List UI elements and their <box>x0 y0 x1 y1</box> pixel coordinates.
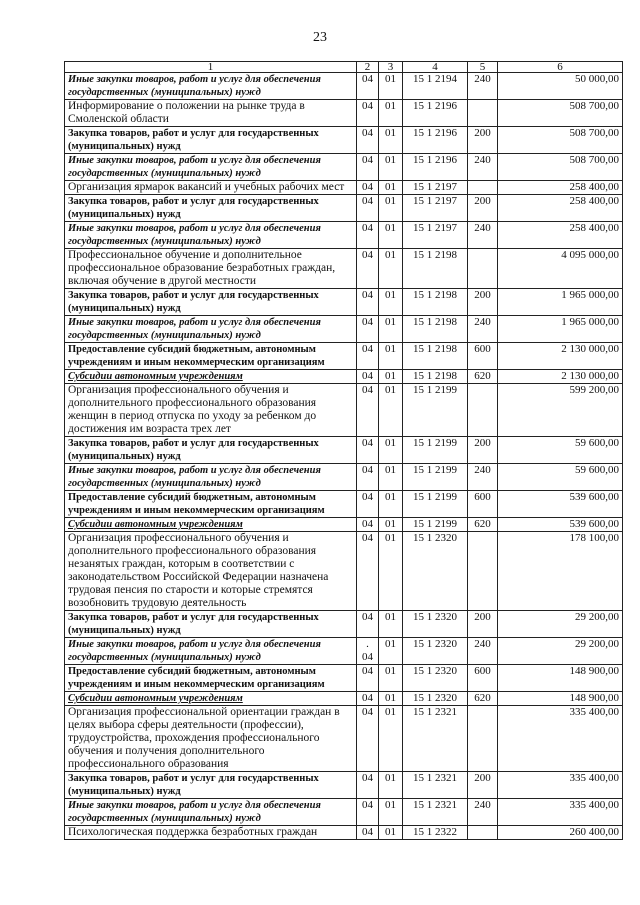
target-article-cell: 15 1 2199 <box>403 384 468 437</box>
subsection-code-cell: 01 <box>379 343 403 370</box>
row-name-cell: Иные закупки товаров, работ и услуг для обеспечения государственных (муниципальных) нужд <box>65 316 357 343</box>
expense-type-cell: 600 <box>468 343 498 370</box>
expense-type-cell: 620 <box>468 370 498 384</box>
expense-type-cell: 600 <box>468 491 498 518</box>
row-name-cell: Иные закупки товаров, работ и услуг для обеспечения государственных (муниципальных) нужд <box>65 464 357 491</box>
subsection-code-cell: 01 <box>379 249 403 289</box>
budget-table <box>64 61 623 840</box>
amount-cell: 258 400,00 <box>498 222 623 249</box>
amount-cell: 508 700,00 <box>498 100 623 127</box>
expense-type-cell: 240 <box>468 638 498 665</box>
table-row <box>65 611 623 638</box>
row-name-cell: Иные закупки товаров, работ и услуг для обеспечения государственных (муниципальных) нужд <box>65 799 357 826</box>
target-article-cell: 15 1 2199 <box>403 518 468 532</box>
row-name-cell: Предоставление субсидий бюджетным, автономным учреждениям и иным некоммерческим организациям <box>65 665 357 692</box>
section-code-cell: 04 <box>357 154 379 181</box>
row-name-cell: Психологическая поддержка безработных граждан <box>65 826 357 840</box>
subsection-code-cell: 01 <box>379 532 403 611</box>
row-name-cell: Закупка товаров, работ и услуг для государственных (муниципальных) нужд <box>65 127 357 154</box>
amount-cell: 4 095 000,00 <box>498 249 623 289</box>
amount-cell: 335 400,00 <box>498 706 623 772</box>
expense-type-cell <box>468 181 498 195</box>
amount-cell: 258 400,00 <box>498 181 623 195</box>
table-row <box>65 127 623 154</box>
amount-cell: 29 200,00 <box>498 611 623 638</box>
amount-cell: 2 130 000,00 <box>498 370 623 384</box>
table-row <box>65 222 623 249</box>
subsection-code-cell: 01 <box>379 154 403 181</box>
row-name-cell: Профессиональное обучение и дополнительное профессиональное образование безработных граждан, включая обучение в другой местности <box>65 249 357 289</box>
subsection-code-cell: 01 <box>379 799 403 826</box>
column-number-row <box>65 62 623 73</box>
row-name-cell: Субсидии автономным учреждениям <box>65 692 357 706</box>
target-article-cell: 15 1 2321 <box>403 799 468 826</box>
section-code-cell: 04 <box>357 222 379 249</box>
section-code-cell: 04 <box>357 100 379 127</box>
section-code-cell: 04 <box>357 127 379 154</box>
target-article-cell: 15 1 2198 <box>403 249 468 289</box>
section-code-cell: 04 <box>357 73 379 100</box>
table-row <box>65 437 623 464</box>
target-article-cell: 15 1 2199 <box>403 491 468 518</box>
row-name-cell: Закупка товаров, работ и услуг для государственных (муниципальных) нужд <box>65 772 357 799</box>
table-row <box>65 343 623 370</box>
section-code-cell: . 04 <box>357 638 379 665</box>
target-article-cell: 15 1 2321 <box>403 706 468 772</box>
amount-cell: 59 600,00 <box>498 437 623 464</box>
expense-type-cell: 620 <box>468 518 498 532</box>
target-article-cell: 15 1 2196 <box>403 127 468 154</box>
amount-cell: 539 600,00 <box>498 518 623 532</box>
table-row <box>65 195 623 222</box>
section-code-cell: 04 <box>357 491 379 518</box>
subsection-code-cell: 01 <box>379 384 403 437</box>
section-code-cell: 04 <box>357 799 379 826</box>
table-row <box>65 370 623 384</box>
section-code-cell: 04 <box>357 611 379 638</box>
subsection-code-cell: 01 <box>379 692 403 706</box>
amount-cell: 539 600,00 <box>498 491 623 518</box>
section-code-cell: 04 <box>357 384 379 437</box>
subsection-code-cell: 01 <box>379 127 403 154</box>
target-article-cell: 15 1 2198 <box>403 343 468 370</box>
expense-type-cell: 240 <box>468 154 498 181</box>
table-row <box>65 316 623 343</box>
row-name-cell: Закупка товаров, работ и услуг для государственных (муниципальных) нужд <box>65 437 357 464</box>
target-article-cell: 15 1 2321 <box>403 772 468 799</box>
section-code-cell: 04 <box>357 692 379 706</box>
subsection-code-cell: 01 <box>379 772 403 799</box>
column-header: 4 <box>403 62 468 73</box>
table-row <box>65 100 623 127</box>
table-row <box>65 491 623 518</box>
target-article-cell: 15 1 2320 <box>403 532 468 611</box>
amount-cell: 178 100,00 <box>498 532 623 611</box>
target-article-cell: 15 1 2196 <box>403 154 468 181</box>
table-row <box>65 518 623 532</box>
subsection-code-cell: 01 <box>379 100 403 127</box>
section-code-cell: 04 <box>357 532 379 611</box>
target-article-cell: 15 1 2197 <box>403 181 468 195</box>
target-article-cell: 15 1 2320 <box>403 665 468 692</box>
table-row <box>65 638 623 665</box>
table-row <box>65 181 623 195</box>
subsection-code-cell: 01 <box>379 181 403 195</box>
amount-cell: 335 400,00 <box>498 772 623 799</box>
amount-cell: 508 700,00 <box>498 127 623 154</box>
section-code-cell: 04 <box>357 181 379 195</box>
row-name-cell: Организация профессионального обучения и дополнительного профессионального образования незанятых граждан, которым в соответствии с законодательством Российской Федерации назначена трудовая пенсия по старости и которые стремятся возобновить трудовую деятельность <box>65 532 357 611</box>
row-name-cell: Закупка товаров, работ и услуг для государственных (муниципальных) нужд <box>65 611 357 638</box>
amount-cell: 148 900,00 <box>498 692 623 706</box>
table-row <box>65 249 623 289</box>
row-name-cell: Закупка товаров, работ и услуг для государственных (муниципальных) нужд <box>65 289 357 316</box>
amount-cell: 335 400,00 <box>498 799 623 826</box>
row-name-cell: Закупка товаров, работ и услуг для государственных (муниципальных) нужд <box>65 195 357 222</box>
section-code-cell: 04 <box>357 772 379 799</box>
expense-type-cell: 200 <box>468 611 498 638</box>
target-article-cell: 15 1 2198 <box>403 289 468 316</box>
row-name-cell: Организация ярмарок вакансий и учебных рабочих мест <box>65 181 357 195</box>
section-code-cell: 04 <box>357 518 379 532</box>
table-row <box>65 73 623 100</box>
expense-type-cell: 620 <box>468 692 498 706</box>
subsection-code-cell: 01 <box>379 437 403 464</box>
amount-cell: 1 965 000,00 <box>498 289 623 316</box>
expense-type-cell: 240 <box>468 464 498 491</box>
amount-cell: 50 000,00 <box>498 73 623 100</box>
subsection-code-cell: 01 <box>379 518 403 532</box>
table-row <box>65 384 623 437</box>
expense-type-cell: 240 <box>468 73 498 100</box>
row-name-cell: Организация профессиональной ориентации граждан в целях выбора сферы деятельности (профессии), трудоустройства, прохождения профессионального обучения и получения дополнительного профессионального образования <box>65 706 357 772</box>
row-name-cell: Организация профессионального обучения и дополнительного профессионального образования женщин в период отпуска по уходу за ребенком до достижения им возраста трех лет <box>65 384 357 437</box>
amount-cell: 508 700,00 <box>498 154 623 181</box>
row-name-cell: Иные закупки товаров, работ и услуг для обеспечения государственных (муниципальных) нужд <box>65 73 357 100</box>
section-code-cell: 04 <box>357 249 379 289</box>
amount-cell: 1 965 000,00 <box>498 316 623 343</box>
expense-type-cell <box>468 826 498 840</box>
expense-type-cell <box>468 532 498 611</box>
target-article-cell: 15 1 2322 <box>403 826 468 840</box>
subsection-code-cell: 01 <box>379 464 403 491</box>
table-row <box>65 826 623 840</box>
subsection-code-cell: 01 <box>379 370 403 384</box>
expense-type-cell <box>468 249 498 289</box>
subsection-code-cell: 01 <box>379 706 403 772</box>
table-row <box>65 154 623 181</box>
row-name-cell: Предоставление субсидий бюджетным, автономным учреждениям и иным некоммерческим организациям <box>65 491 357 518</box>
subsection-code-cell: 01 <box>379 826 403 840</box>
column-header: 3 <box>379 62 403 73</box>
section-code-cell: 04 <box>357 665 379 692</box>
amount-cell: 148 900,00 <box>498 665 623 692</box>
target-article-cell: 15 1 2198 <box>403 316 468 343</box>
table-row <box>65 665 623 692</box>
target-article-cell: 15 1 2198 <box>403 370 468 384</box>
column-header: 1 <box>65 62 357 73</box>
expense-type-cell: 200 <box>468 289 498 316</box>
section-code-cell: 04 <box>357 826 379 840</box>
section-code-cell: 04 <box>357 289 379 316</box>
subsection-code-cell: 01 <box>379 73 403 100</box>
target-article-cell: 15 1 2194 <box>403 73 468 100</box>
table-row <box>65 706 623 772</box>
expense-type-cell <box>468 384 498 437</box>
row-name-cell: Иные закупки товаров, работ и услуг для обеспечения государственных (муниципальных) нужд <box>65 638 357 665</box>
expense-type-cell: 240 <box>468 316 498 343</box>
section-code-cell: 04 <box>357 706 379 772</box>
section-code-cell: 04 <box>357 464 379 491</box>
table-row <box>65 464 623 491</box>
subsection-code-cell: 01 <box>379 289 403 316</box>
row-name-cell: Субсидии автономным учреждениям <box>65 518 357 532</box>
target-article-cell: 15 1 2320 <box>403 638 468 665</box>
section-code-cell: 04 <box>357 343 379 370</box>
target-article-cell: 15 1 2199 <box>403 464 468 491</box>
subsection-code-cell: 01 <box>379 222 403 249</box>
target-article-cell: 15 1 2197 <box>403 222 468 249</box>
amount-cell: 258 400,00 <box>498 195 623 222</box>
row-name-cell: Предоставление субсидий бюджетным, автономным учреждениям и иным некоммерческим организациям <box>65 343 357 370</box>
amount-cell: 29 200,00 <box>498 638 623 665</box>
table-body <box>65 73 623 840</box>
expense-type-cell: 240 <box>468 222 498 249</box>
page-number: 23 <box>313 30 327 45</box>
row-name-cell: Иные закупки товаров, работ и услуг для обеспечения государственных (муниципальных) нужд <box>65 222 357 249</box>
table-row <box>65 772 623 799</box>
target-article-cell: 15 1 2197 <box>403 195 468 222</box>
amount-cell: 599 200,00 <box>498 384 623 437</box>
subsection-code-cell: 01 <box>379 638 403 665</box>
expense-type-cell: 240 <box>468 799 498 826</box>
amount-cell: 260 400,00 <box>498 826 623 840</box>
subsection-code-cell: 01 <box>379 316 403 343</box>
subsection-code-cell: 01 <box>379 665 403 692</box>
expense-type-cell <box>468 100 498 127</box>
target-article-cell: 15 1 2199 <box>403 437 468 464</box>
expense-type-cell: 600 <box>468 665 498 692</box>
subsection-code-cell: 01 <box>379 195 403 222</box>
column-header: 5 <box>468 62 498 73</box>
table-row <box>65 692 623 706</box>
section-code-cell: 04 <box>357 437 379 464</box>
table-row <box>65 289 623 316</box>
table-row <box>65 799 623 826</box>
row-name-cell: Информирование о положении на рынке труда в Смоленской области <box>65 100 357 127</box>
expense-type-cell: 200 <box>468 195 498 222</box>
column-header: 6 <box>498 62 623 73</box>
target-article-cell: 15 1 2320 <box>403 611 468 638</box>
expense-type-cell: 200 <box>468 772 498 799</box>
row-name-cell: Иные закупки товаров, работ и услуг для обеспечения государственных (муниципальных) нужд <box>65 154 357 181</box>
subsection-code-cell: 01 <box>379 491 403 518</box>
section-code-cell: 04 <box>357 316 379 343</box>
target-article-cell: 15 1 2320 <box>403 692 468 706</box>
section-code-cell: 04 <box>357 370 379 384</box>
subsection-code-cell: 01 <box>379 611 403 638</box>
section-code-cell: 04 <box>357 195 379 222</box>
amount-cell: 59 600,00 <box>498 464 623 491</box>
column-header: 2 <box>357 62 379 73</box>
expense-type-cell <box>468 706 498 772</box>
row-name-cell: Субсидии автономным учреждениям <box>65 370 357 384</box>
expense-type-cell: 200 <box>468 437 498 464</box>
table-row <box>65 532 623 611</box>
expense-type-cell: 200 <box>468 127 498 154</box>
target-article-cell: 15 1 2196 <box>403 100 468 127</box>
amount-cell: 2 130 000,00 <box>498 343 623 370</box>
